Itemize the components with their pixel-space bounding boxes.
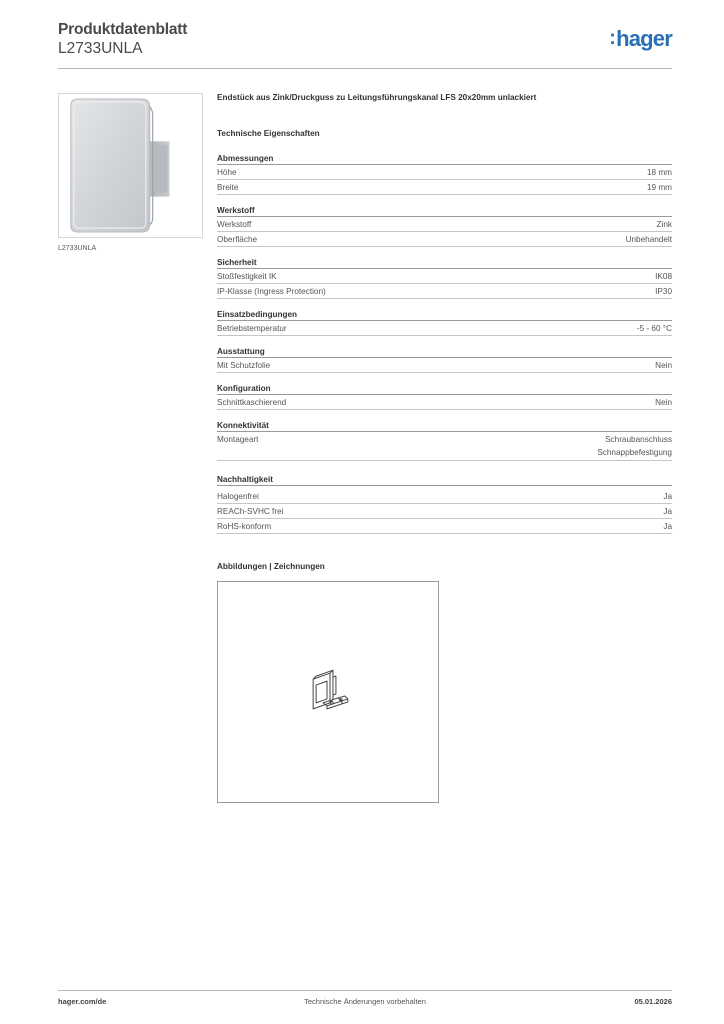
property-label: Höhe [217,168,237,177]
product-description: Endstück aus Zink/Druckguss zu Leitungsführungskanal LFS 20x20mm unlackiert [217,93,537,102]
property-value: Schnappbefestigung [597,448,672,457]
property-label: REACh-SVHC frei [217,507,284,516]
property-label: Montageart [217,435,259,444]
section-konnektivitaet [217,419,672,461]
footer-divider [58,990,672,991]
section-einsatzbedingungen [217,308,672,336]
section-title: Werkstoff [217,204,672,217]
property-row [217,358,672,373]
property-label: Werkstoff [217,220,252,229]
section-abmessungen [217,152,672,195]
property-value: 19 mm [646,183,672,192]
property-label: Betriebstemperatur [217,324,287,333]
property-row [217,180,672,195]
section-title: Konfiguration [217,382,672,395]
section-title: Abmessungen [217,152,672,165]
property-row [217,269,672,284]
property-value: Ja [663,522,672,531]
property-value: Ja [663,507,672,516]
property-value: IP30 [655,287,672,296]
property-row [217,165,672,180]
property-value: Ja [663,492,672,501]
property-label: RoHS-konform [217,522,272,531]
property-label: Oberfläche [217,235,258,244]
property-value: -5 - 60 °C [636,324,672,333]
property-row [217,217,672,232]
product-image [58,93,203,238]
section-werkstoff [217,204,672,247]
property-value: Nein [655,361,672,370]
header-divider [58,68,672,69]
property-row [217,504,672,519]
section-title: Sicherheit [217,256,672,269]
section-ausstattung [217,345,672,373]
section-title: Konnektivität [217,419,672,432]
page-title: Produktdatenblatt [58,21,188,38]
property-value: Zink [656,220,672,229]
property-row [217,232,672,247]
property-row [217,284,672,299]
section-konfiguration [217,382,672,410]
tech-properties-heading: Technische Eigenschaften [217,129,320,138]
property-value: 18 mm [646,168,672,177]
property-row [217,321,672,336]
property-value: Unbehandelt [625,235,672,244]
property-label: Breite [217,183,239,192]
property-label: Halogenfrei [217,492,259,501]
section-title: Einsatzbedingungen [217,308,672,321]
property-row [217,519,672,534]
technical-drawing [217,581,439,803]
section-title: Nachhaltigkeit [217,473,672,486]
property-label: Stoßfestigkeit IK [217,272,277,281]
page-header [58,20,672,70]
property-value: Nein [655,398,672,407]
drawings-heading: Abbildungen | Zeichnungen [217,562,325,571]
property-value: IK08 [655,272,672,281]
property-value: Schraubanschluss [605,435,672,444]
hager-logo[interactable]: :hager [609,26,672,51]
property-label: IP-Klasse (Ingress Protection) [217,287,326,296]
end-cap-photo [59,94,202,237]
product-details [217,93,672,534]
property-label: Mit Schutzfolie [217,361,271,370]
property-label: Schnittkaschierend [217,398,287,407]
product-image-caption: L2733UNLA [58,245,97,252]
section-nachhaltigkeit [217,473,672,534]
website-link[interactable]: hager.com/de [58,997,107,1006]
end-cap-drawing [218,582,438,802]
article-number: L2733UNLA [58,40,143,57]
document-date: 05.01.2026 [634,997,672,1006]
property-row [217,489,672,504]
section-title: Ausstattung [217,345,672,358]
section-sicherheit [217,256,672,299]
changes-notice: Technische Änderungen vorbehalten [304,997,426,1006]
property-row [217,432,672,461]
property-row [217,395,672,410]
property-value-multiline [597,433,672,459]
